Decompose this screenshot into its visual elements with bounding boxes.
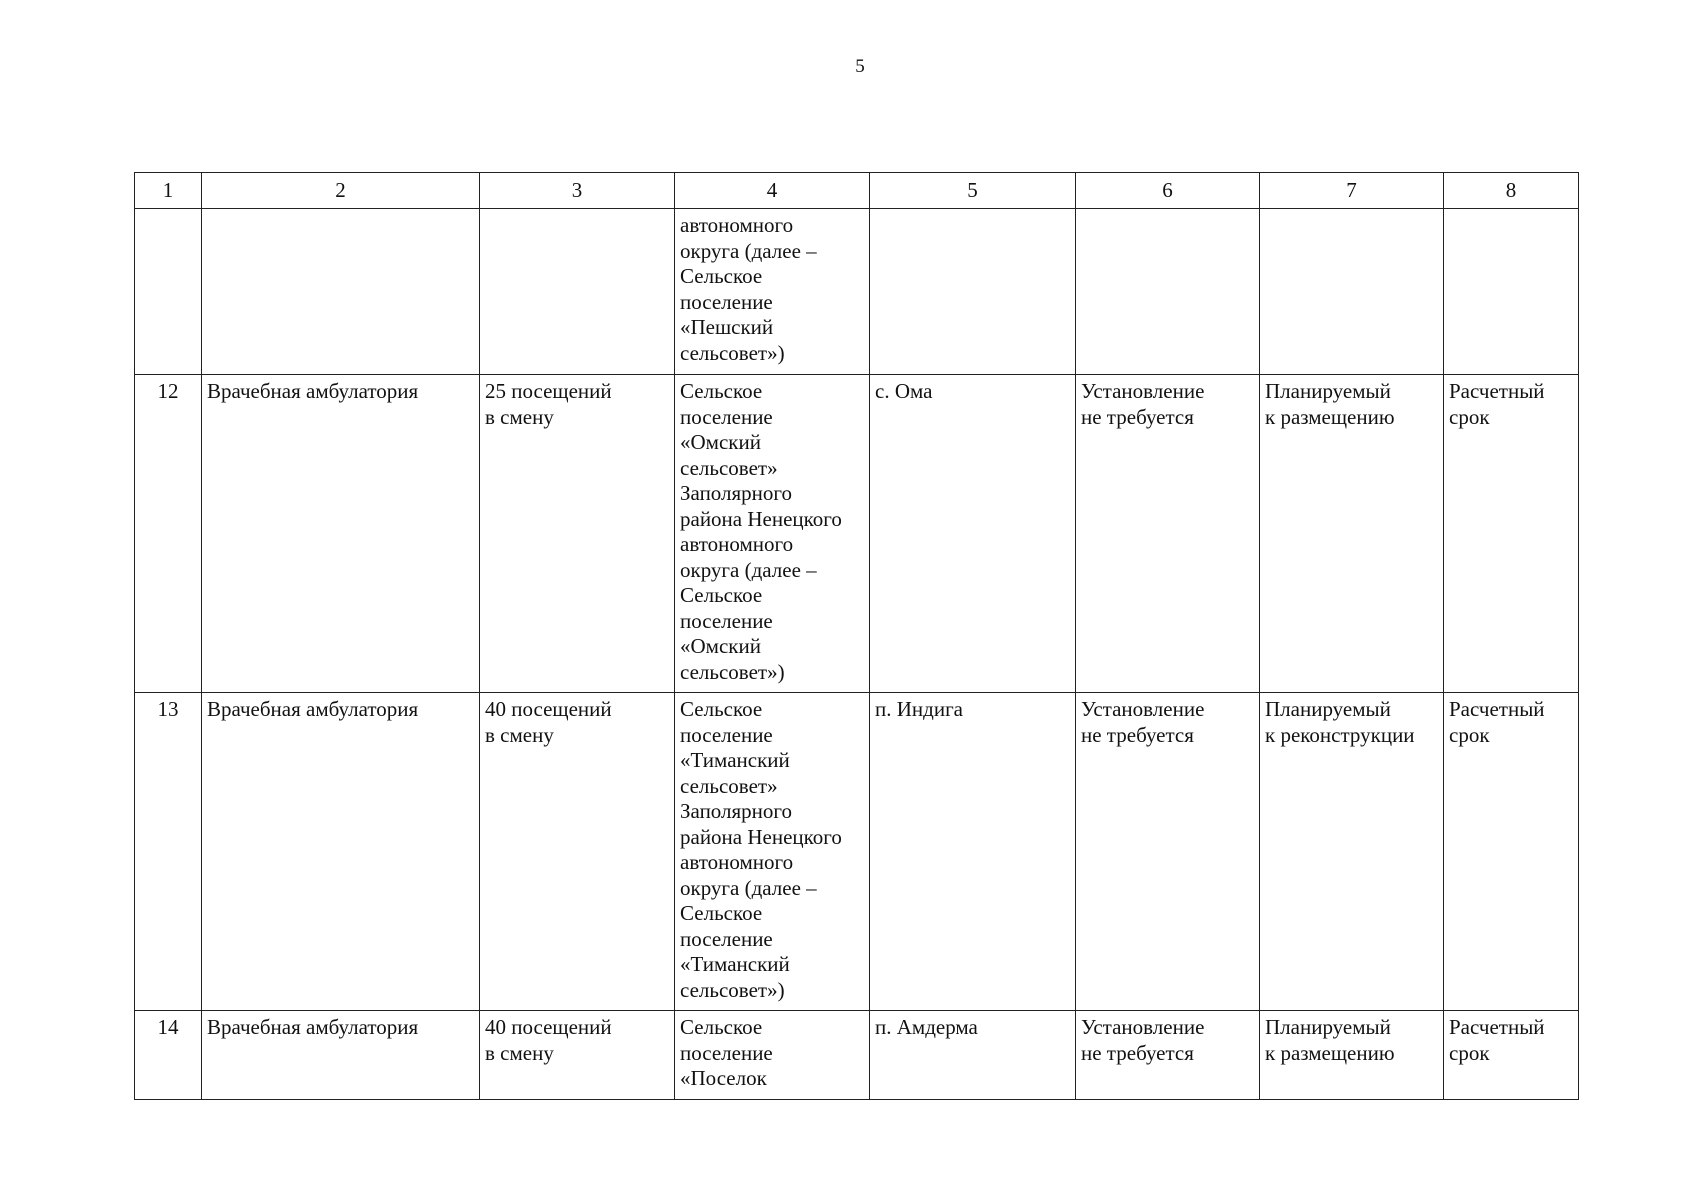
column-header: 8	[1444, 173, 1579, 209]
term-cell: Расчетный срок	[1444, 1011, 1579, 1100]
term-cell: Расчетный срок	[1444, 375, 1579, 693]
term-cell	[1444, 209, 1579, 375]
column-header: 6	[1076, 173, 1260, 209]
facility-name-cell: Врачебная амбулатория	[202, 693, 480, 1011]
status-cell: Планируемый к размещению	[1260, 1011, 1444, 1100]
zone-cell: Установление не требуется	[1076, 693, 1260, 1011]
location-cell: п. Амдерма	[870, 1011, 1076, 1100]
location-cell: с. Ома	[870, 375, 1076, 693]
term-cell: Расчетный срок	[1444, 693, 1579, 1011]
facility-name-cell: Врачебная амбулатория	[202, 1011, 480, 1100]
facilities-table	[134, 172, 1579, 1100]
column-header: 4	[675, 173, 870, 209]
location-cell: п. Индига	[870, 693, 1076, 1011]
column-header: 5	[870, 173, 1076, 209]
zone-cell: Установление не требуется	[1076, 375, 1260, 693]
table-row	[135, 693, 1579, 1011]
capacity-cell: 40 посещений в смену	[480, 1011, 675, 1100]
zone-cell	[1076, 209, 1260, 375]
table-row	[135, 375, 1579, 693]
table-row	[135, 209, 1579, 375]
row-number-cell: 13	[135, 693, 202, 1011]
column-header: 1	[135, 173, 202, 209]
status-cell: Планируемый к размещению	[1260, 375, 1444, 693]
municipality-cell: Сельское поселение «Тиманский сельсовет» Заполярного района Ненецкого автономного округа (далее – Сельское поселение «Тиманский сельсовет»)	[675, 693, 870, 1011]
location-cell	[870, 209, 1076, 375]
zone-cell: Установление не требуется	[1076, 1011, 1260, 1100]
page-number: 5	[855, 56, 865, 77]
municipality-cell: Сельское поселение «Поселок	[675, 1011, 870, 1100]
status-cell	[1260, 209, 1444, 375]
row-number-cell	[135, 209, 202, 375]
capacity-cell: 25 посещений в смену	[480, 375, 675, 693]
column-header: 2	[202, 173, 480, 209]
capacity-cell: 40 посещений в смену	[480, 693, 675, 1011]
facility-name-cell: Врачебная амбулатория	[202, 375, 480, 693]
row-number-cell: 14	[135, 1011, 202, 1100]
table-row	[135, 1011, 1579, 1100]
row-number-cell: 12	[135, 375, 202, 693]
column-header: 7	[1260, 173, 1444, 209]
table-header-row	[135, 173, 1579, 209]
capacity-cell	[480, 209, 675, 375]
status-cell: Планируемый к реконструкции	[1260, 693, 1444, 1011]
facility-name-cell	[202, 209, 480, 375]
column-header: 3	[480, 173, 675, 209]
municipality-cell: автономного округа (далее – Сельское поселение «Пешский сельсовет»)	[675, 209, 870, 375]
municipality-cell: Сельское поселение «Омский сельсовет» Заполярного района Ненецкого автономного округа (далее – Сельское поселение «Омский сельсовет»)	[675, 375, 870, 693]
